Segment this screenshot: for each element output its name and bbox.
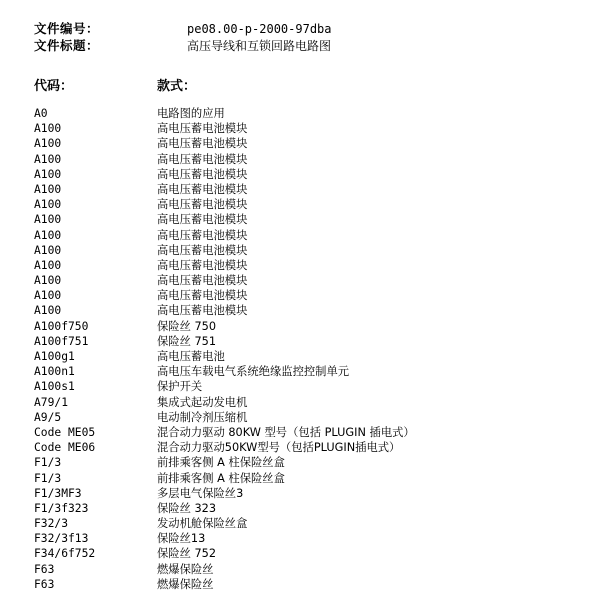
doc-title-value: 高压导线和互锁回路电路图 xyxy=(187,39,332,53)
item-description: 多层电气保险丝3 xyxy=(157,486,244,500)
list-item xyxy=(34,121,594,136)
item-code: F1/3MF3 xyxy=(34,486,82,500)
item-description: 保护开关 xyxy=(157,380,203,394)
item-description: 混合动力驱动 80KW 型号（包括 PLUGIN 插电式） xyxy=(157,425,415,439)
item-description: 保险丝 751 xyxy=(157,334,217,348)
list-item xyxy=(34,410,594,425)
item-description: 高电压蓄电池 xyxy=(157,350,225,363)
list-item xyxy=(34,425,594,440)
list-item xyxy=(34,319,594,334)
item-code: A100 xyxy=(34,213,62,227)
item-description: 高电压蓄电池模块 xyxy=(157,167,248,181)
item-description: 高电压蓄电池模块 xyxy=(157,274,248,288)
item-code: A100 xyxy=(34,137,62,151)
item-code: F63 xyxy=(34,577,55,591)
list-item xyxy=(34,303,594,318)
item-code: A100 xyxy=(34,243,62,257)
item-code: A100 xyxy=(34,228,62,242)
item-code: A100s1 xyxy=(34,380,75,394)
list-item xyxy=(34,516,594,531)
list-item xyxy=(34,106,594,121)
item-code: A100 xyxy=(34,182,62,196)
item-code: F1/3f323 xyxy=(34,501,89,515)
item-description: 燃爆保险丝 xyxy=(157,562,214,576)
list-item xyxy=(34,258,594,273)
item-description: 高电压蓄电池模块 xyxy=(157,213,248,227)
list-item xyxy=(34,379,594,394)
item-description: 保险丝 752 xyxy=(157,547,217,561)
list-item xyxy=(34,167,594,182)
code-list xyxy=(34,106,594,592)
list-item xyxy=(34,562,594,577)
item-code: Code ME05 xyxy=(34,425,96,439)
item-code: Code ME06 xyxy=(34,441,96,455)
item-code: A79/1 xyxy=(34,395,69,409)
item-description: 保险丝13 xyxy=(157,532,206,546)
item-description: 高电压蓄电池模块 xyxy=(157,198,248,212)
item-description: 保险丝 750 xyxy=(157,319,217,333)
item-description: 高电压蓄电池模块 xyxy=(157,228,248,242)
list-item xyxy=(34,273,594,288)
item-description: 前排乘客侧 A 柱保险丝盒 xyxy=(157,456,285,470)
list-item xyxy=(34,182,594,197)
list-item xyxy=(34,577,594,592)
item-code: A100g1 xyxy=(34,350,75,363)
item-code: A100f751 xyxy=(34,334,89,348)
item-code: F1/3 xyxy=(34,456,62,470)
item-description: 混合动力驱动50KW型号（包括PLUGIN插电式） xyxy=(157,441,401,455)
list-item xyxy=(34,364,594,379)
list-item xyxy=(34,395,594,410)
item-code: A100f750 xyxy=(34,319,89,333)
item-description: 燃爆保险丝 xyxy=(157,577,214,591)
item-description: 高电压蓄电池模块 xyxy=(157,243,248,257)
list-item xyxy=(34,243,594,258)
list-item xyxy=(34,228,594,243)
item-description: 电动制冷剂压缩机 xyxy=(157,410,248,424)
code-column-header: 代码： xyxy=(34,79,74,94)
item-code: F32/3f13 xyxy=(34,532,89,546)
item-code: F63 xyxy=(34,562,55,576)
item-description: 高电压蓄电池模块 xyxy=(157,182,248,196)
list-item xyxy=(34,471,594,486)
item-code: A100 xyxy=(34,289,62,303)
list-item xyxy=(34,136,594,151)
item-description: 高电压蓄电池模块 xyxy=(157,304,248,318)
list-item xyxy=(34,440,594,455)
item-code: A9/5 xyxy=(34,410,62,424)
item-description: 高电压蓄电池模块 xyxy=(157,258,248,272)
list-item xyxy=(34,152,594,167)
item-code: F32/3 xyxy=(34,517,69,531)
item-description: 高电压车载电气系统绝缘监控控制单元 xyxy=(157,365,350,379)
list-item xyxy=(34,501,594,516)
item-description: 保险丝 323 xyxy=(157,501,217,515)
list-item xyxy=(34,334,594,349)
item-description: 前排乘客侧 A 柱保险丝盒 xyxy=(157,471,285,485)
item-description: 高电压蓄电池模块 xyxy=(157,289,248,303)
list-item xyxy=(34,197,594,212)
list-item xyxy=(34,531,594,546)
style-column-header: 款式： xyxy=(157,79,197,94)
list-item xyxy=(34,349,594,364)
list-item xyxy=(34,486,594,501)
doc-number-value: pe08.00-p-2000-97dba xyxy=(187,22,332,36)
item-description: 高电压蓄电池模块 xyxy=(157,152,248,166)
item-description: 发动机舱保险丝盒 xyxy=(157,517,248,531)
list-item xyxy=(34,288,594,303)
item-code: A100 xyxy=(34,167,62,181)
item-code: F34/6f752 xyxy=(34,547,96,561)
item-description: 电路图的应用 xyxy=(157,107,225,120)
item-code: A100 xyxy=(34,258,62,272)
doc-title-label: 文件标题： xyxy=(34,38,100,53)
item-code: A100 xyxy=(34,152,62,166)
list-item xyxy=(34,212,594,227)
item-code: A100 xyxy=(34,122,62,136)
item-code: A0 xyxy=(34,107,48,120)
item-code: A100 xyxy=(34,304,62,318)
item-description: 集成式起动发电机 xyxy=(157,395,248,409)
list-item xyxy=(34,455,594,470)
list-item xyxy=(34,546,594,561)
item-code: A100 xyxy=(34,274,62,288)
item-code: F1/3 xyxy=(34,471,62,485)
item-code: A100n1 xyxy=(34,365,75,379)
item-code: A100 xyxy=(34,198,62,212)
item-description: 高电压蓄电池模块 xyxy=(157,137,248,151)
column-headers xyxy=(34,79,534,95)
doc-number-label: 文件编号： xyxy=(34,21,100,36)
item-description: 高电压蓄电池模块 xyxy=(157,122,248,136)
